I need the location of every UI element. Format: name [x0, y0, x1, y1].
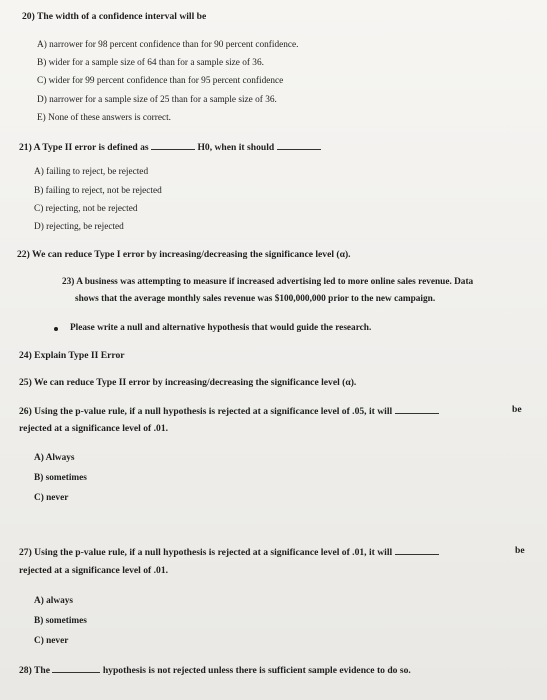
- question-26-option-b: B) sometimes: [34, 473, 87, 483]
- question-28-lead: 28) The: [19, 665, 51, 676]
- question-26-line-1: [19, 404, 439, 418]
- question-26-option-c: C) never: [34, 493, 69, 503]
- question-21-stem-start: 21) A Type II error is defined as: [19, 142, 149, 153]
- answer-blank: [151, 140, 195, 150]
- question-21-stem: [19, 140, 321, 154]
- question-24: 24) Explain Type II Error: [19, 350, 125, 361]
- question-27-line-1: [19, 545, 439, 559]
- question-21-option-a: A) failing to reject, be rejected: [34, 167, 149, 177]
- question-26-line-2: rejected at a significance level of .01.: [19, 423, 169, 434]
- answer-blank: [395, 404, 439, 414]
- question-23-bullet: Please write a null and alternative hypothesis that would guide the research.: [70, 323, 372, 333]
- question-20-option-d: D) narrower for a sample size of 25 than for a sample size of 36.: [37, 95, 277, 105]
- question-20-option-a: A) narrower for 98 percent confidence than for 90 percent confidence.: [37, 40, 299, 50]
- bullet-icon: [54, 327, 58, 331]
- question-28: [19, 663, 411, 677]
- question-21-stem-end: H0, when it should: [197, 142, 275, 153]
- question-25: 25) We can reduce Type II error by increasing/decreasing the significance level (α).: [19, 377, 357, 388]
- question-26-stem: 26) Using the p-value rule, if a null hypothesis is rejected at a significance level of .05, it will: [19, 406, 393, 417]
- question-23-line-2: shows that the average monthly sales revenue was $100,000,000 prior to the new campaign.: [75, 294, 436, 304]
- question-27-option-a: A) always: [34, 596, 73, 606]
- answer-blank: [395, 545, 439, 555]
- question-27-option-b: B) sometimes: [34, 616, 87, 626]
- question-28-rest: hypothesis is not rejected unless there is sufficient sample evidence to do so.: [102, 665, 411, 676]
- question-20-option-c: C) wider for 99 percent confidence than for 95 percent confidence: [37, 76, 284, 86]
- question-27-stem: 27) Using the p-value rule, if a null hypothesis is rejected at a significance level of .01, it will: [19, 547, 393, 558]
- question-23-line-1: 23) A business was attempting to measure if increased advertising led to more online sales revenue. Data: [62, 277, 474, 287]
- question-20-option-e: E) None of these answers is correct.: [37, 113, 171, 123]
- question-21-option-d: D) rejecting, be rejected: [34, 222, 124, 232]
- question-26-tail: be: [512, 404, 522, 415]
- question-27-tail: be: [515, 545, 525, 556]
- question-27-line-2: rejected at a significance level of .01.: [19, 565, 169, 576]
- question-21-option-b: B) failing to reject, not be rejected: [34, 186, 162, 196]
- answer-blank: [277, 140, 321, 150]
- question-27-option-c: C) never: [34, 636, 69, 646]
- question-20-stem: 20) The width of a confidence interval will be: [22, 11, 207, 22]
- answer-blank: [52, 663, 100, 673]
- question-26-option-a: A) Always: [34, 453, 75, 463]
- question-21-option-c: C) rejecting, not be rejected: [34, 204, 138, 214]
- question-22: 22) We can reduce Type I error by increasing/decreasing the significance level (α).: [17, 249, 351, 260]
- question-20-option-b: B) wider for a sample size of 64 than for a sample size of 36.: [37, 58, 264, 68]
